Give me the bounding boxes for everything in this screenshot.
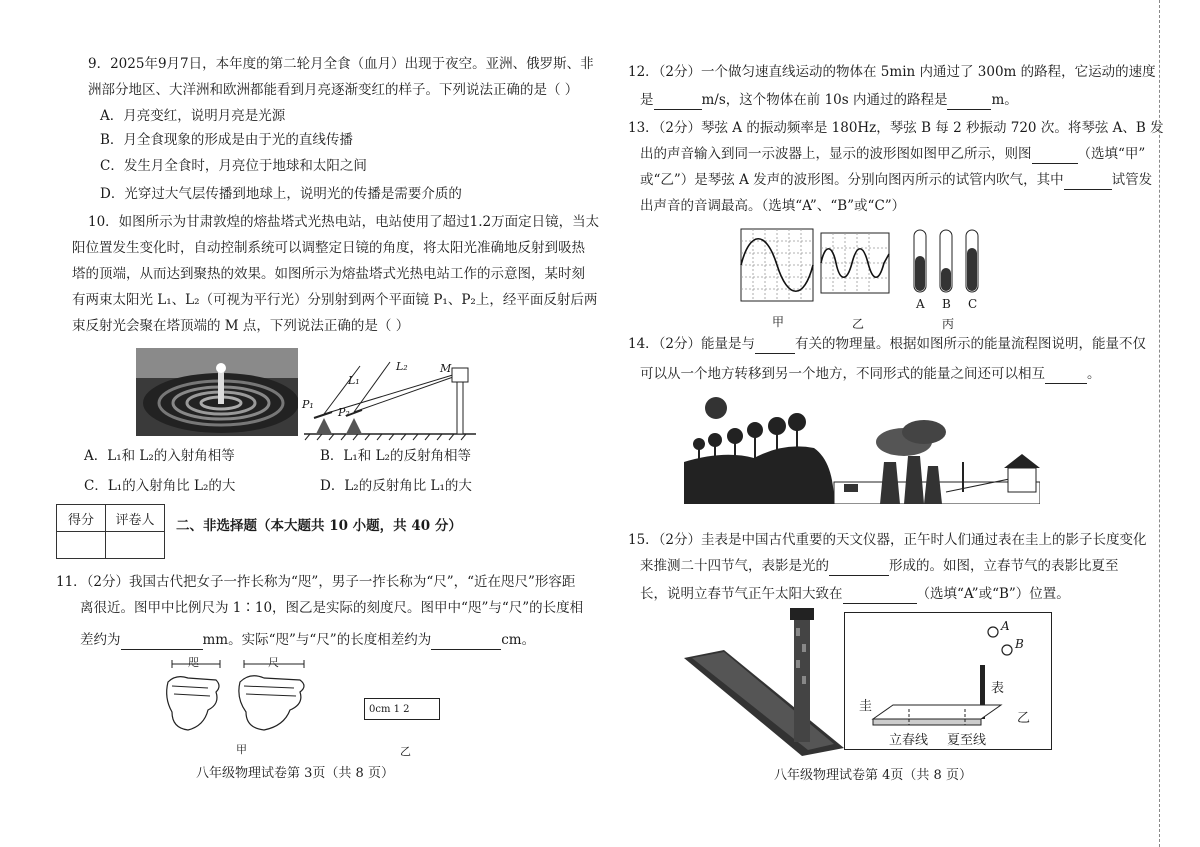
q12-line1: 12．（2分）一个做匀速直线运动的物体在 5min 内通过了 300m 的路程，它运动的速度 [628, 64, 1156, 80]
q9-option-c: C．发生月全食时，月亮位于地球和太阳之间 [100, 158, 367, 174]
solar-plant-photo [136, 348, 298, 436]
grader-header: 评卷人 [106, 505, 165, 532]
q15-text-3b: （选填“A”或“B”）位置。 [916, 586, 1070, 602]
q15-line1: 15．（2分）圭表是中国古代重要的天文仪器，正午时人们通过表在圭上的影子长度变化 [628, 532, 1147, 548]
q9-line1: 9．2025年9月7日，本年度的第二轮月全食（血月）出现于夜空。亚洲、俄罗斯、非 [88, 56, 594, 72]
q15-text-3a: 长，说明立春节气正午太阳大致在 [640, 586, 843, 602]
test-tubes [908, 228, 988, 302]
q15-blank-1[interactable] [829, 561, 889, 576]
q12-blank-1[interactable] [654, 95, 702, 110]
fig-label-yi-13: 乙 [852, 317, 865, 331]
q12-text-a: 是 [640, 92, 654, 108]
q14-text-1a: 14．（2分）能量是与 [628, 336, 756, 352]
q10-line1: 10．如图所示为甘肃敦煌的熔盐塔式光热电站，电站使用了超过1.2万面定日镜，当太 [88, 214, 600, 230]
q12-text-c: m。 [991, 92, 1018, 108]
q11-text-b: mm。实际“咫”与“尺”的长度相差约为 [202, 632, 432, 648]
ruler-figure: 0cm 1 2 [364, 698, 440, 720]
q13-line2 [640, 144, 1145, 164]
q15-line2 [640, 556, 1119, 576]
energy-flow-figure [684, 392, 1040, 504]
gnomon-photo [684, 608, 844, 756]
fig-label-jia-13: 甲 [772, 315, 785, 329]
q12-text-b: m/s，这个物体在前 10s 内通过的路程是 [701, 92, 948, 108]
q14-text-1b: 有关的物理量。根据如图所示的能量流程图说明，能量不仅 [795, 336, 1147, 352]
q13-text-3b: 试管发 [1111, 172, 1153, 188]
label-chi: 尺 [268, 656, 279, 669]
q10-line5: 束反射光会聚在塔顶端的 M 点，下列说法正确的是（ ） [72, 318, 410, 334]
waveform-jia [740, 228, 814, 302]
q10-line2: 阳位置发生变化时，自动控制系统可以调整定日镜的角度，将太阳光准确地反射到吸热 [72, 240, 585, 256]
q11-text-a: 差约为 [80, 632, 121, 648]
gui-biao-diagram [844, 612, 1052, 750]
q13-text-2b: （选填“甲” [1077, 146, 1146, 162]
right-page [590, 0, 1200, 847]
q13-line3 [640, 170, 1152, 190]
hand-span-figure [158, 652, 318, 736]
fig-label-bing-13: 丙 [942, 317, 955, 331]
q15-line3 [640, 584, 1070, 604]
label-lichun: 立春线 [889, 733, 929, 748]
q13-line4: 出声音的音调最高。（选填“A”、“B”或“C”） [640, 198, 906, 214]
grader-cell[interactable] [106, 532, 165, 559]
score-table [56, 504, 165, 559]
q13-text-3a: 或“乙”）是琴弦 A 发声的波形图。分别向图丙所示的试管内吹气，其中 [640, 172, 1064, 188]
q14-text-2a: 可以从一个地方转移到另一个地方，不同形式的能量之间还可以相互 [640, 366, 1045, 382]
fig-label-jia: 甲 [236, 743, 247, 756]
q13-blank-1[interactable] [1032, 149, 1078, 164]
label-gui: 圭 [859, 699, 873, 714]
q14-blank-2[interactable] [1045, 369, 1087, 384]
q11-line2: 离很近。图甲中比例尺为 1∶10，图乙是实际的刻度尺。图甲中“咫”与“尺”的长度相 [80, 600, 584, 616]
q12-line2 [640, 90, 1018, 110]
sun-label-b: B [1015, 637, 1024, 651]
diagram-label-m: M [440, 362, 452, 375]
fig-label-yi: 乙 [400, 745, 411, 758]
tube-label-b: B [942, 297, 951, 311]
q15-text-2b: 形成的。如图，立春节气的表影比夏至 [889, 558, 1119, 574]
q10-option-a: A．L₁和 L₂的入射角相等 [84, 448, 235, 464]
q13-line1: 13．（2分）琴弦 A 的振动频率是 180Hz，琴弦 B 每 2 秒振动 720 次。将琴弦 A、B 发 [628, 120, 1164, 136]
diagram-label-p1: P₁ [302, 398, 314, 411]
q13-blank-2[interactable] [1064, 175, 1112, 190]
left-footer: 八年级物理试卷第 3页（共 8 页） [196, 766, 394, 781]
q11-line3 [80, 630, 535, 650]
q9-option-b: B．月全食现象的形成是由于光的直线传播 [100, 132, 353, 148]
q13-text-2a: 出的声音输入到同一示波器上，显示的波形图如图甲乙所示，则图 [640, 146, 1032, 162]
q9-option-a: A．月亮变红，说明月亮是光源 [100, 108, 286, 124]
q14-blank-1[interactable] [755, 339, 795, 354]
q15-text-2a: 来推测二十四节气，表影是光的 [640, 558, 829, 574]
q10-line3: 塔的顶端，从而达到聚热的效果。如图所示为熔盐塔式光热电站工作的示意图，某时刻 [72, 266, 585, 282]
binding-margin [1159, 0, 1200, 847]
q10-line4: 有两束太阳光 L₁、L₂（可视为平行光）分别射到两个平面镜 P₁、P₂上，经平面反射后两 [72, 292, 598, 308]
label-yi-15: 乙 [1017, 711, 1031, 726]
q11-text-c: cm。 [501, 632, 536, 648]
q14-line2 [640, 364, 1101, 384]
diagram-label-l2: L₂ [396, 360, 408, 373]
q10-option-c: C．L₁的入射角比 L₂的大 [84, 478, 236, 494]
waveform-yi [820, 232, 890, 294]
q10-option-d: D．L₂的反射角比 L₁的大 [320, 478, 472, 494]
q10-option-b: B．L₁和 L₂的反射角相等 [320, 448, 471, 464]
q9-option-d: D．光穿过大气层传播到地球上，说明光的传播是需要介质的 [100, 186, 462, 202]
section2-title: 二、非选择题（本大题共 10 小题，共 40 分） [176, 518, 462, 534]
q11-blank-2[interactable] [431, 635, 501, 650]
q11-blank-1[interactable] [121, 635, 203, 650]
q11-line1: 11．（2分）我国古代把女子一拃长称为“咫”，男子一拃长称为“尺”，“近在咫尺”形容距 [56, 574, 576, 590]
q14-text-2b: 。 [1087, 366, 1101, 382]
score-cell[interactable] [57, 532, 106, 559]
tube-label-a: A [916, 297, 925, 311]
q14-line1 [628, 334, 1146, 354]
q15-blank-2[interactable] [843, 589, 917, 604]
tube-label-c: C [968, 297, 978, 311]
q12-blank-2[interactable] [947, 95, 991, 110]
label-xiazhi: 夏至线 [947, 733, 987, 748]
diagram-label-l1: L₁ [348, 374, 360, 387]
label-zhi: 咫 [188, 656, 199, 669]
diagram-label-p2: P₂ [338, 406, 350, 419]
score-header: 得分 [57, 505, 106, 532]
reflection-diagram [300, 358, 480, 442]
sun-label-a: A [1001, 619, 1010, 633]
right-footer: 八年级物理试卷第 4页（共 8 页） [774, 768, 972, 783]
label-biao: 表 [991, 681, 1005, 696]
q9-line2: 洲部分地区、大洋洲和欧洲都能看到月亮逐渐变红的样子。下列说法正确的是（ ） [88, 82, 579, 98]
